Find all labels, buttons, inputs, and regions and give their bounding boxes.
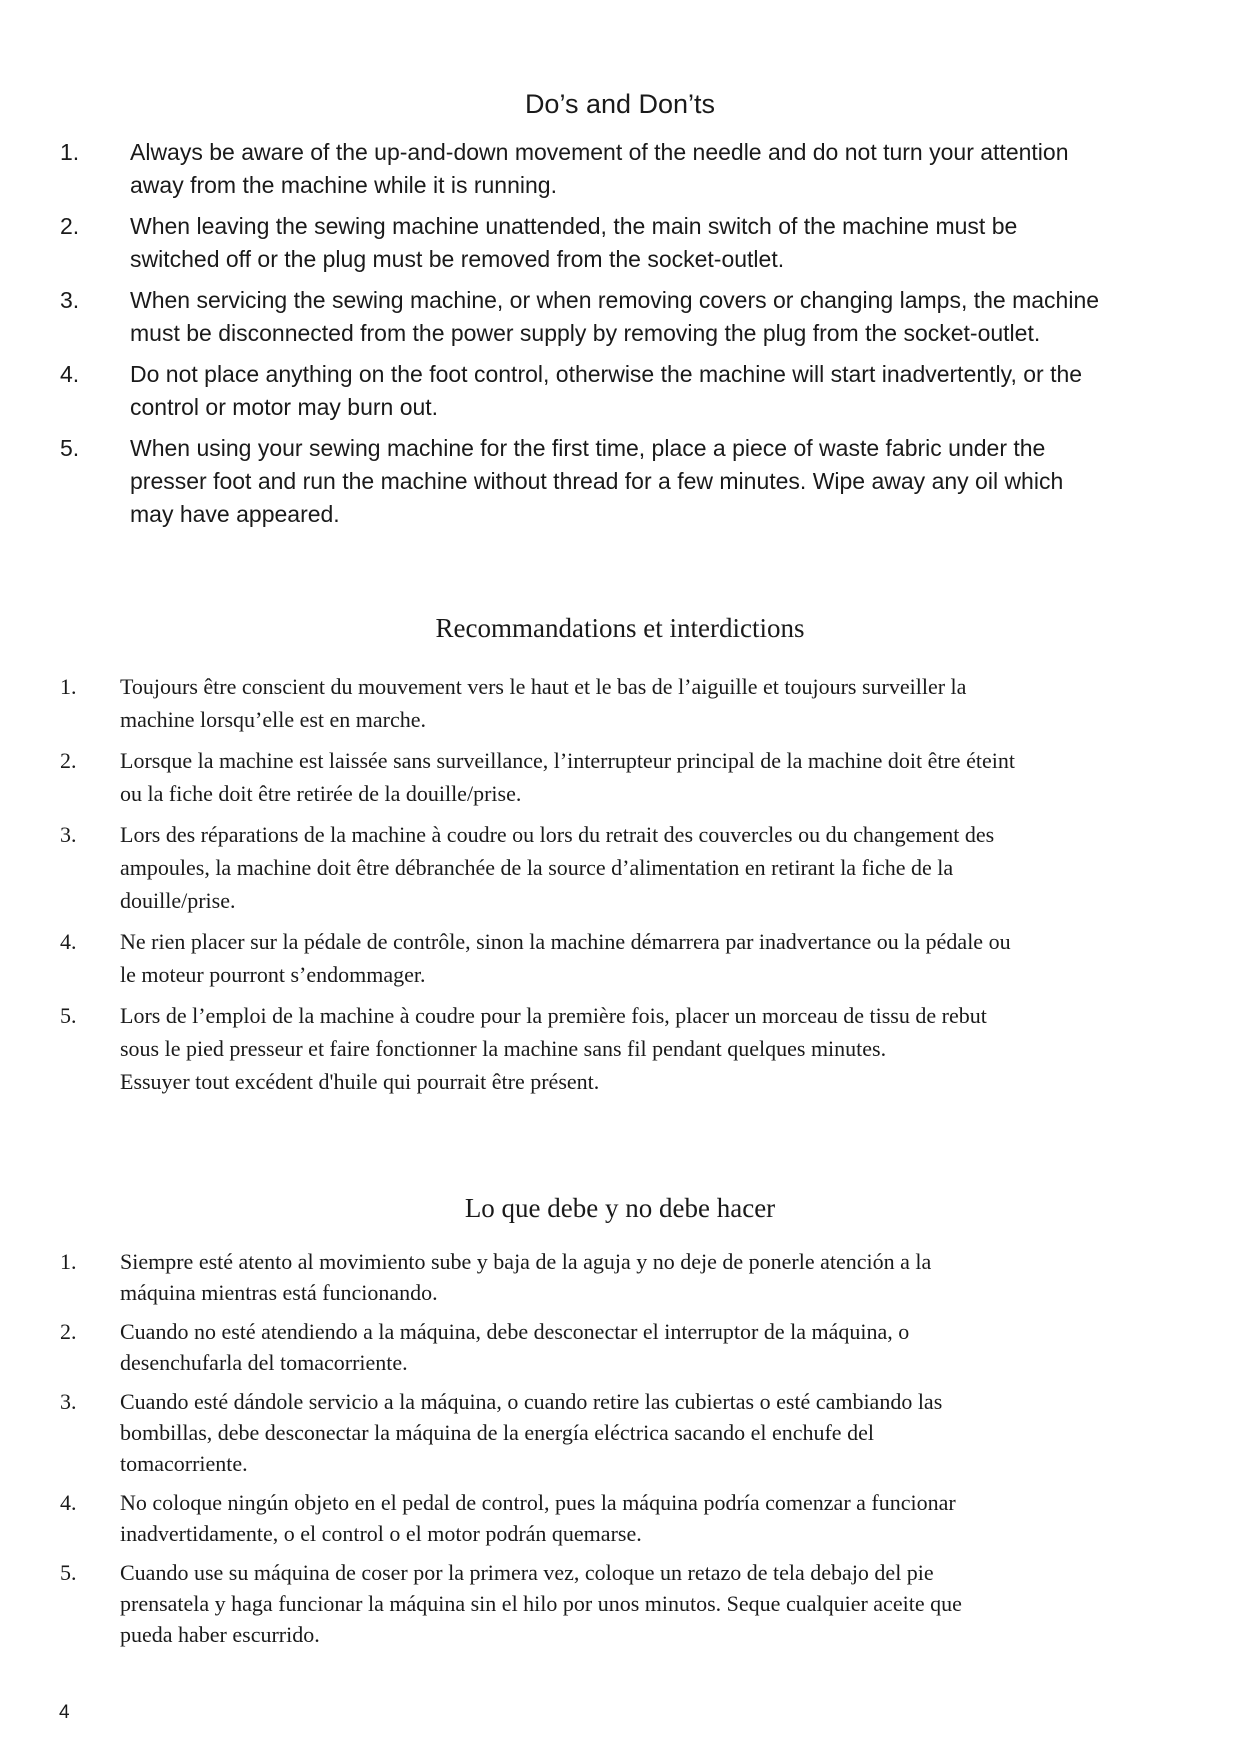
section-heading-english: Do’s and Don’ts	[524, 89, 716, 119]
item-line: le moteur pourront s’endommager.	[120, 962, 426, 987]
item-number: 3.	[60, 287, 80, 313]
item-line: must be disconnected from the power supply by removing the plug from the socket-outlet.	[130, 320, 1041, 346]
item-number: 4.	[60, 1490, 77, 1515]
list-item	[60, 925, 1185, 991]
item-text	[95, 210, 1185, 276]
list-item	[60, 744, 1185, 810]
list-item	[60, 818, 1185, 917]
item-line: Cuando no esté atendiendo a la máquina, debe desconectar el interruptor de la máquina, o	[120, 1319, 910, 1344]
list-item	[60, 1246, 1185, 1308]
list-item	[60, 1316, 1185, 1378]
item-number: 5.	[60, 1560, 77, 1585]
item-line: desenchufarla del tomacorriente.	[120, 1350, 408, 1375]
instruction-list-spanish	[60, 1246, 1185, 1658]
item-line: Lorsque la machine est laissée sans surveillance, l’interrupteur principal de la machine doit être éteint	[120, 748, 1015, 773]
item-number: 1.	[60, 139, 80, 165]
item-line: prensatela y haga funcionar la máquina sin el hilo por unos minutos. Seque cualquier aceite que	[120, 1591, 962, 1616]
item-line: Cuando use su máquina de coser por la primera vez, coloque un retazo de tela debajo del pie	[120, 1560, 934, 1585]
item-line: bombillas, debe desconectar la máquina de la energía eléctrica sacando el enchufe del	[120, 1420, 874, 1445]
item-line: switched off or the plug must be removed from the socket-outlet.	[130, 246, 785, 272]
item-line: máquina mientras está funcionando.	[120, 1280, 438, 1305]
item-line: Essuyer tout excédent d'huile qui pourrait être présent.	[120, 1069, 600, 1094]
section-heading-spanish: Lo que debe y no debe hacer	[464, 1193, 776, 1223]
item-line: inadvertidamente, o el control o el motor podrán quemarse.	[120, 1521, 642, 1546]
item-text	[90, 1557, 1185, 1650]
item-line: Toujours être conscient du mouvement vers le haut et le bas de l’aiguille et toujours surveiller la	[120, 674, 967, 699]
item-text	[90, 1386, 1185, 1479]
section-heading-french: Recommandations et interdictions	[435, 613, 805, 643]
list-item	[60, 136, 1185, 202]
item-number: 1.	[60, 674, 77, 699]
item-text	[90, 1487, 1185, 1549]
item-text	[95, 136, 1185, 202]
item-line: Do not place anything on the foot control, otherwise the machine will start inadvertently, or the	[130, 361, 1083, 387]
list-item	[60, 1557, 1185, 1650]
item-line: Cuando esté dándole servicio a la máquina, o cuando retire las cubiertas o esté cambiando las	[120, 1389, 943, 1414]
instruction-list-french	[60, 670, 1185, 1106]
item-text	[90, 744, 1185, 810]
list-item	[60, 1386, 1185, 1479]
item-number: 4.	[60, 929, 77, 954]
item-number: 4.	[60, 361, 80, 387]
item-line: presser foot and run the machine without thread for a few minutes. Wipe away any oil which	[130, 468, 1064, 494]
item-line: sous le pied presseur et faire fonctionner la machine sans fil pendant quelques minutes.	[120, 1036, 887, 1061]
item-text	[90, 999, 1185, 1098]
list-item	[60, 1487, 1185, 1549]
item-number: 2.	[60, 1319, 77, 1344]
item-line: When leaving the sewing machine unattended, the main switch of the machine must be	[130, 213, 1018, 239]
item-line: control or motor may burn out.	[130, 394, 439, 420]
item-number: 1.	[60, 1249, 77, 1274]
item-line: Lors de l’emploi de la machine à coudre pour la première fois, placer un morceau de tissu de rebut	[120, 1003, 987, 1028]
item-text	[95, 358, 1185, 424]
item-line: Always be aware of the up-and-down movement of the needle and do not turn your attention	[130, 139, 1069, 165]
item-line: pueda haber escurrido.	[120, 1622, 320, 1647]
item-line: ou la fiche doit être retirée de la douille/prise.	[120, 781, 522, 806]
item-line: douille/prise.	[120, 888, 236, 913]
item-line: Siempre esté atento al movimiento sube y baja de la aguja y no deje de ponerle atención a la	[120, 1249, 932, 1274]
item-line: When using your sewing machine for the first time, place a piece of waste fabric under the	[130, 435, 1046, 461]
item-number: 5.	[60, 435, 80, 461]
list-item	[60, 284, 1185, 350]
item-line: When servicing the sewing machine, or when removing covers or changing lamps, the machine	[130, 287, 1100, 313]
item-line: machine lorsqu’elle est en marche.	[120, 707, 427, 732]
item-text	[90, 1316, 1185, 1378]
item-number: 5.	[60, 1003, 77, 1028]
item-number: 2.	[60, 213, 80, 239]
item-text	[90, 670, 1185, 736]
item-number: 3.	[60, 822, 77, 847]
item-text	[90, 925, 1185, 991]
page-number: 4	[59, 1702, 70, 1723]
item-line: Ne rien placer sur la pédale de contrôle, sinon la machine démarrera par inadvertance ou la pédale ou	[120, 929, 1011, 954]
item-text	[95, 284, 1185, 350]
item-line: ampoules, la machine doit être débranchée de la source d’alimentation en retirant la fiche de la	[120, 855, 954, 880]
list-item	[60, 358, 1185, 424]
item-line: away from the machine while it is running.	[130, 172, 557, 198]
list-item	[60, 432, 1185, 531]
item-number: 3.	[60, 1389, 77, 1414]
item-line: tomacorriente.	[120, 1451, 248, 1476]
list-item	[60, 670, 1185, 736]
item-line: Lors des réparations de la machine à coudre ou lors du retrait des couvercles ou du changement des	[120, 822, 995, 847]
item-text	[90, 818, 1185, 917]
item-line: may have appeared.	[130, 501, 340, 527]
item-line: No coloque ningún objeto en el pedal de control, pues la máquina podría comenzar a funcionar	[120, 1490, 956, 1515]
item-text	[90, 1246, 1185, 1308]
instruction-list-english	[60, 136, 1185, 539]
item-text	[95, 432, 1185, 531]
list-item	[60, 210, 1185, 276]
list-item	[60, 999, 1185, 1098]
item-number: 2.	[60, 748, 77, 773]
